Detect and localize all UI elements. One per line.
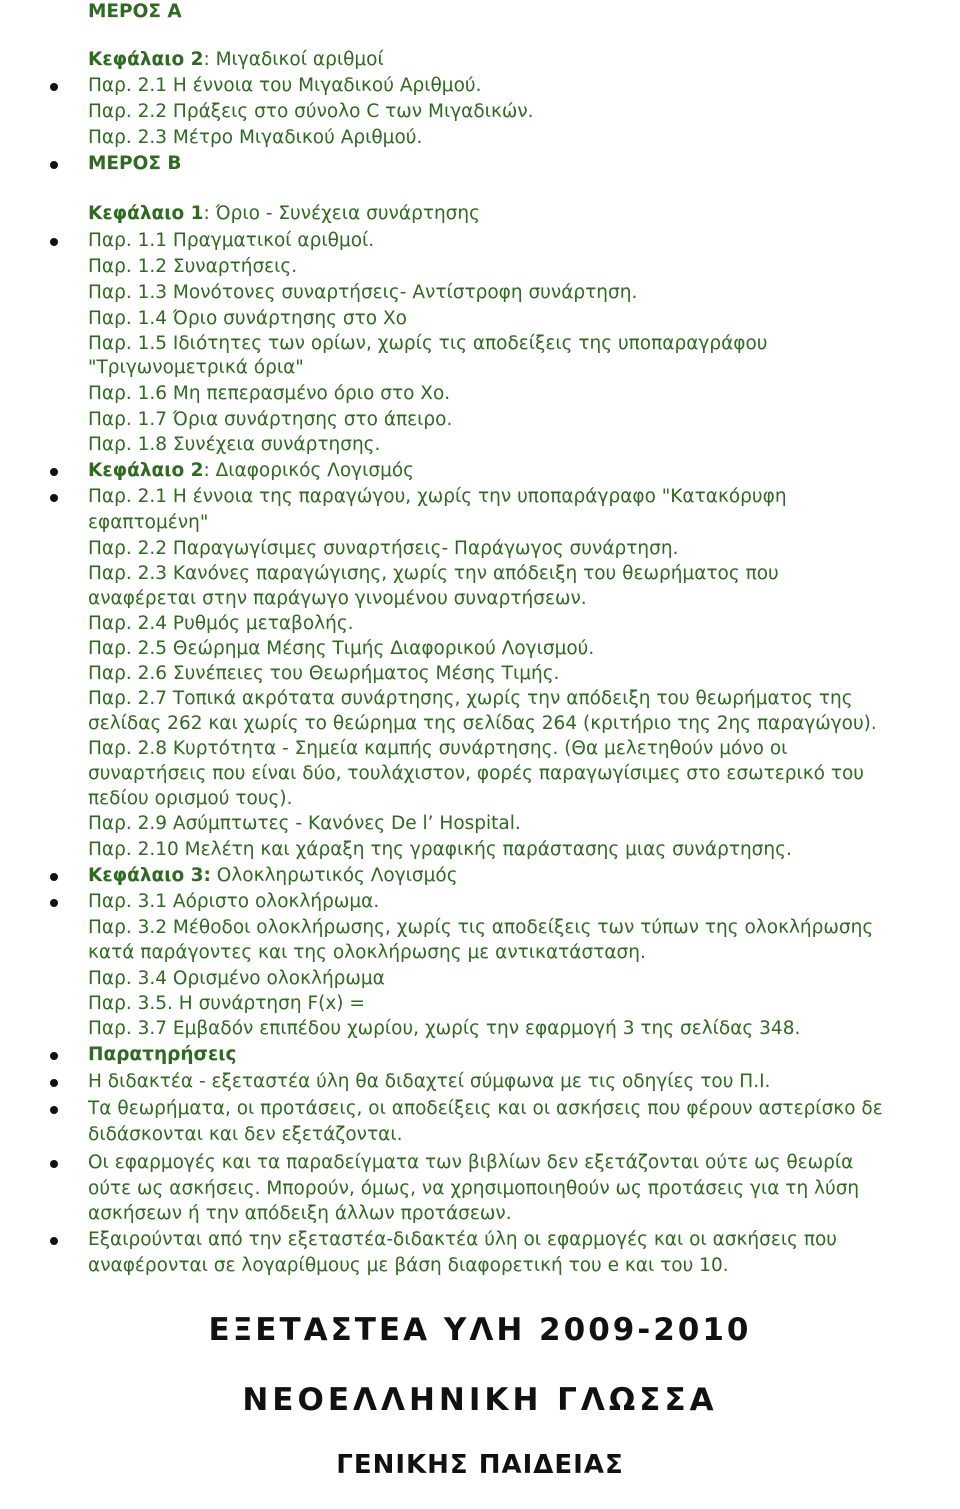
bullet-icon — [50, 1052, 58, 1060]
item-1-5: Παρ. 1.5 Ιδιότητες των ορίων, χωρίς τις αποδείξεις της υποπαραγράφου — [88, 333, 768, 354]
item-1-6: Παρ. 1.6 Μη πεπερασμένο όριο στο Χο. — [88, 383, 451, 404]
note-4-cont: αναφέρονται σε λογαρίθμους με βάση διαφορετική του e και του 10. — [88, 1255, 729, 1276]
item-2-9: Παρ. 2.9 Ασύμπτωτες - Κανόνες De l’ Hospital. — [88, 813, 521, 834]
bullet-icon — [50, 161, 58, 169]
part-b-heading: ΜΕΡΟΣ Β — [88, 153, 182, 174]
bullet-icon — [50, 873, 58, 881]
item-1-3: Παρ. 1.3 Μονότονες συναρτήσεις- Αντίστροφη συνάρτηση. — [88, 282, 638, 303]
item-3-2-cont: κατά παράγοντες και της ολοκλήρωσης με αντικατάσταση. — [88, 942, 646, 963]
note-3-cont: ούτε ως ασκήσεις. Μπορούν, όμως, να χρησιμοποιηθούν ως προτάσεις για τη λύση — [88, 1178, 860, 1199]
item-2-8-cont: συναρτήσεις που είναι δύο, τουλάχιστον, φορές παραγωγίσιμες στο εσωτερικό του — [88, 763, 864, 784]
item-3-1: Παρ. 3.1 Αόριστο ολοκλήρωμα. — [88, 891, 380, 912]
item-2-10: Παρ. 2.10 Μελέτη και χάραξη της γραφικής παράστασης μιας συνάρτησης. — [88, 839, 792, 860]
item-2-2b: Παρ. 2.2 Παραγωγίσιμες συναρτήσεις- Παράγωγος συνάρτηση. — [88, 538, 679, 559]
note-3-cont2: ασκήσεων ή την απόδειξη άλλων προτάσεων. — [88, 1203, 512, 1224]
chapter-3-heading: Κεφάλαιο 3: Ολοκληρωτικός Λογισμός — [88, 865, 458, 886]
item-2-1b: Παρ. 2.1 Η έννοια της παραγώγου, χωρίς την υποπαράγραφο "Κατακόρυφη — [88, 486, 787, 507]
item-1-5-cont: "Τριγωνομετρικά όρια" — [88, 357, 304, 378]
item-2-6: Παρ. 2.6 Συνέπειες του Θεωρήματος Μέσης Τιμής. — [88, 663, 560, 684]
bullet-icon — [50, 1160, 58, 1168]
note-3: Οι εφαρμογές και τα παραδείγματα των βιβλίων δεν εξετάζονται ούτε ως θεωρία — [88, 1152, 854, 1173]
item-1-1: Παρ. 1.1 Πραγματικοί αριθμοί. — [88, 230, 375, 251]
item-2-7: Παρ. 2.7 Τοπικά ακρότατα συνάρτησης, χωρίς την απόδειξη του θεωρήματος της — [88, 688, 853, 709]
general-education-heading: ΓΕΝΙΚΗΣ ΠΑΙΔΕΙΑΣ — [336, 1450, 624, 1480]
item-1-4: Παρ. 1.4 Όριο συνάρτησης στο Χο — [88, 308, 407, 329]
bullet-icon — [50, 468, 58, 476]
bullet-icon — [50, 1237, 58, 1245]
item-1-7: Παρ. 1.7 Όρια συνάρτησης στο άπειρο. — [88, 409, 453, 430]
item-2-3b: Παρ. 2.3 Κανόνες παραγώγισης, χωρίς την απόδειξη του θεωρήματος που — [88, 563, 779, 584]
item-2-5: Παρ. 2.5 Θεώρημα Μέσης Τιμής Διαφορικού Λογισμού. — [88, 638, 595, 659]
item-3-2: Παρ. 3.2 Μέθοδοι ολοκλήρωσης, χωρίς τις αποδείξεις των τύπων της ολοκλήρωσης — [88, 917, 874, 938]
bullet-icon — [50, 1079, 58, 1087]
item-2-3: Παρ. 2.3 Μέτρο Μιγαδικού Αριθμού. — [88, 127, 423, 148]
bullet-icon — [50, 83, 58, 91]
item-1-8: Παρ. 1.8 Συνέχεια συνάρτησης. — [88, 434, 381, 455]
item-2-8: Παρ. 2.8 Κυρτότητα - Σημεία καμπής συνάρτησης. (Θα μελετηθούν μόνο οι — [88, 738, 788, 759]
item-2-1b-cont: εφαπτομένη" — [88, 512, 209, 533]
note-4: Εξαιρούνται από την εξεταστέα-διδακτέα ύλη οι εφαρμογές και οι ασκήσεις που — [88, 1229, 837, 1250]
chapter-2-heading: Κεφάλαιο 2: Μιγαδικοί αριθμοί — [88, 49, 384, 70]
bullet-icon — [50, 899, 58, 907]
note-2-cont: διδάσκονται και δεν εξετάζονται. — [88, 1124, 403, 1145]
notes-heading: Παρατηρήσεις — [88, 1044, 237, 1065]
chapter-1-heading: Κεφάλαιο 1: Όριο - Συνέχεια συνάρτησης — [88, 203, 480, 224]
note-1: Η διδακτέα - εξεταστέα ύλη θα διδαχτεί σύμφωνα με τις οδηγίες του Π.Ι. — [88, 1071, 771, 1092]
item-2-8-cont2: πεδίου ορισμού τους). — [88, 788, 293, 809]
bullet-icon — [50, 238, 58, 246]
item-3-7: Παρ. 3.7 Εμβαδόν επιπέδου χωρίου, χωρίς την εφαρμογή 3 της σελίδας 348. — [88, 1018, 801, 1039]
item-2-3b-cont: αναφέρεται στην παράγωγο γινομένου συναρτήσεων. — [88, 588, 587, 609]
note-2: Τα θεωρήματα, οι προτάσεις, οι αποδείξεις και οι ασκήσεις που φέρουν αστερίσκο δε — [88, 1098, 883, 1119]
subject-heading: ΝΕΟΕΛΛΗΝΙΚΗ ΓΛΩΣΣΑ — [242, 1382, 718, 1418]
item-3-5: Παρ. 3.5. Η συνάρτηση F(x) = — [88, 993, 365, 1014]
item-2-4: Παρ. 2.4 Ρυθμός μεταβολής. — [88, 613, 354, 634]
item-2-7-cont: σελίδας 262 και χωρίς το θεώρημα της σελίδας 264 (κριτήριο της 2ης παραγώγου). — [88, 713, 877, 734]
bullet-icon — [50, 1106, 58, 1114]
chapter-2b-heading: Κεφάλαιο 2: Διαφορικός Λογισμός — [88, 460, 415, 481]
item-2-2: Παρ. 2.2 Πράξεις στο σύνολο C των Μιγαδικών. — [88, 101, 534, 122]
exam-material-heading: ΕΞΕΤΑΣΤΕΑ ΥΛΗ 2009-2010 — [208, 1312, 752, 1348]
item-1-2: Παρ. 1.2 Συναρτήσεις. — [88, 256, 298, 277]
item-2-1: Παρ. 2.1 Η έννοια του Μιγαδικού Αριθμού. — [88, 75, 482, 96]
part-a-heading: ΜΕΡΟΣ Α — [88, 1, 182, 22]
item-3-4: Παρ. 3.4 Ορισμένο ολοκλήρωμα — [88, 968, 385, 989]
bullet-icon — [50, 494, 58, 502]
